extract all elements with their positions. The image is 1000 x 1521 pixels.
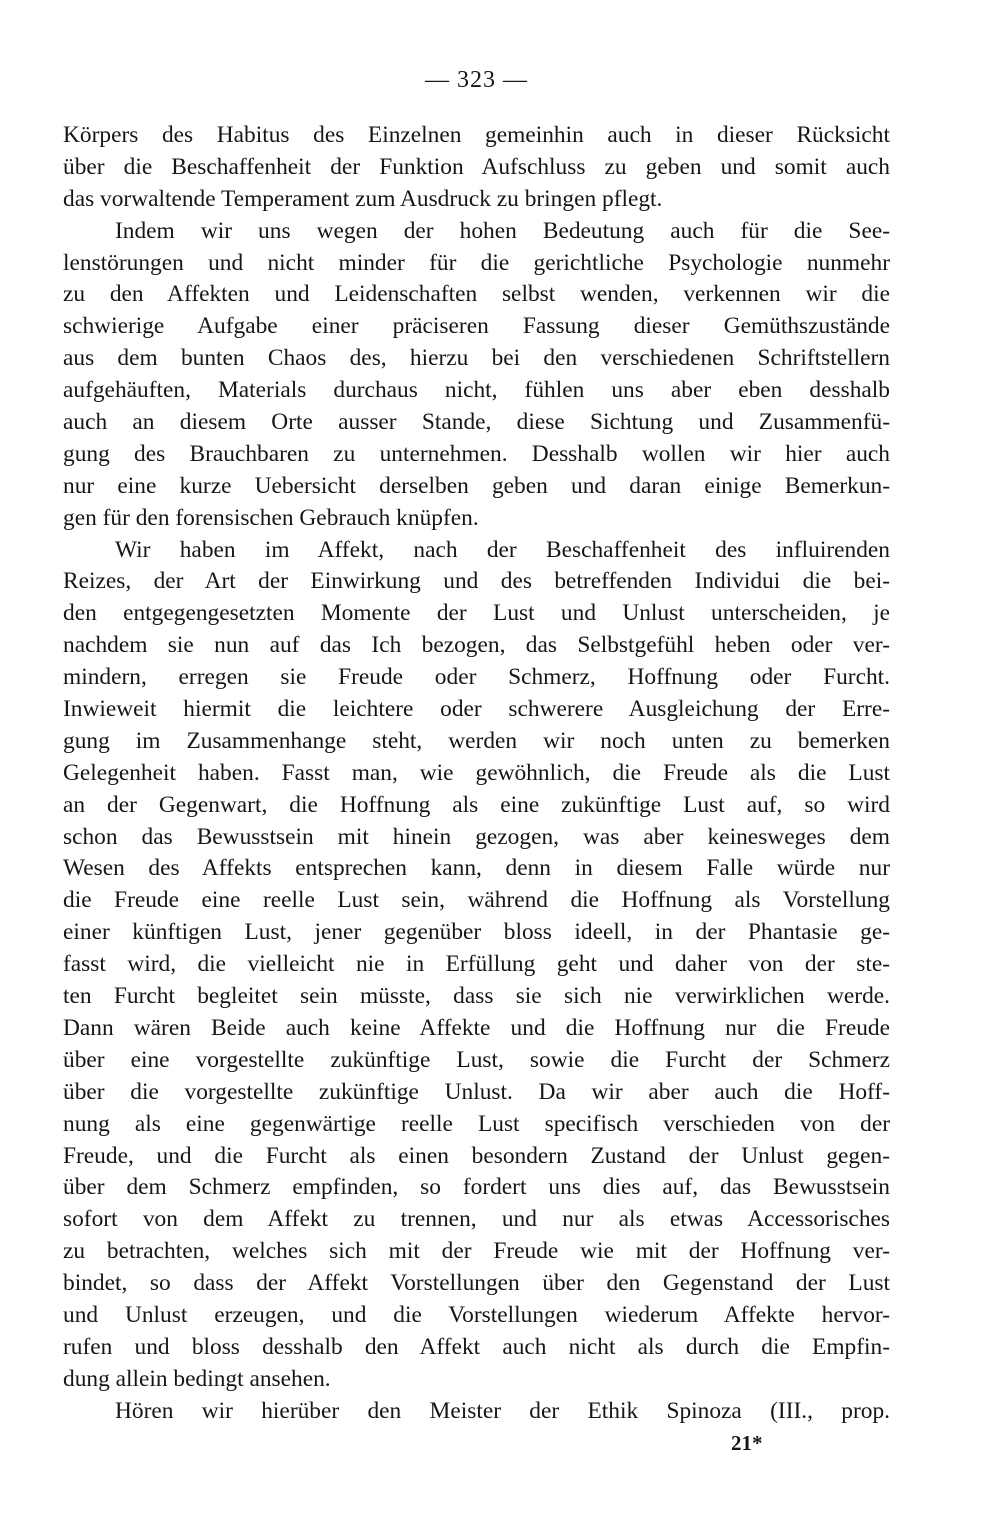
text-line: den entgegengesetzten Momente der Lust und Unlust unterscheiden, je [63, 600, 890, 627]
text-line: und Unlust erzeugen, und die Vorstellungen wiederum Affekte hervor- [63, 1301, 890, 1328]
text-line: Wir haben im Affekt, nach der Beschaffenheit des influirenden [115, 536, 890, 563]
text-line: sofort von dem Affekt zu trennen, und nur als etwas Accessorisches [63, 1206, 890, 1233]
text-line: nachdem sie nun auf das Ich bezogen, das Selbstgefühl heben oder ver- [63, 632, 890, 659]
paragraph [63, 535, 890, 1396]
text-line: fasst wird, die vielleicht nie in Erfüllung geht und daher von der ste- [63, 951, 890, 978]
text-line: schwierige Aufgabe einer präciseren Fassung dieser Gemüthszustände [63, 313, 890, 340]
text-line: über dem Schmerz empfinden, so fordert uns dies auf, das Bewusstsein [63, 1174, 890, 1201]
paragraph [63, 120, 890, 216]
text-line: nung als eine gegenwärtige reelle Lust specifisch verschieden von der [63, 1110, 890, 1137]
text-line: Inwieweit hiermit die leichtere oder schwerere Ausgleichung der Erre- [63, 696, 890, 723]
text-line: das vorwaltende Temperament zum Ausdruck zu bringen pflegt. [63, 185, 663, 212]
text-line: mindern, erregen sie Freude oder Schmerz, Hoffnung oder Furcht. [63, 664, 890, 691]
text-line: über eine vorgestellte zukünftige Lust, sowie die Furcht der Schmerz [63, 1046, 890, 1073]
text-line: ten Furcht begleitet sein müsste, dass sie sich nie verwirklichen werde. [63, 983, 890, 1010]
text-line: dung allein bedingt ansehen. [63, 1365, 331, 1392]
text-line: Dann wären Beide auch keine Affekte und die Hoffnung nur die Freude [63, 1014, 890, 1041]
text-line: einer künftigen Lust, jener gegenüber bloss ideell, in der Phantasie ge- [63, 919, 890, 946]
text-line: lenstörungen und nicht minder für die gerichtliche Psychologie nunmehr [63, 249, 890, 276]
paragraph [63, 216, 890, 535]
text-line: Wesen des Affekts entsprechen kann, denn in diesem Falle würde nur [63, 855, 890, 882]
text-line: zu betrachten, welches sich mit der Freude wie mit der Hoffnung ver- [63, 1238, 890, 1265]
text-line: gung im Zusammenhange steht, werden wir noch unten zu bemerken [63, 727, 890, 754]
text-line: aus dem bunten Chaos des, hierzu bei den verschiedenen Schriftstellern [63, 345, 890, 372]
text-line: Körpers des Habitus des Einzelnen gemeinhin auch in dieser Rücksicht [63, 122, 890, 148]
text-line: rufen und bloss desshalb den Affekt auch nicht als durch die Empfin- [63, 1333, 890, 1360]
text-line: auch an diesem Orte ausser Stande, diese Sichtung und Zusammenfü- [63, 409, 890, 436]
text-line: die Freude eine reelle Lust sein, während die Hoffnung als Vorstellung [63, 887, 890, 914]
text-line: Freude, und die Furcht als einen besondern Zustand der Unlust gegen- [63, 1142, 890, 1169]
text-line: Gelegenheit haben. Fasst man, wie gewöhnlich, die Freude als die Lust [63, 759, 890, 786]
text-line: über die Beschaffenheit der Funktion Aufschluss zu geben und somit auch [63, 153, 890, 180]
text-line: an der Gegenwart, die Hoffnung als eine zukünftige Lust auf, so wird [63, 791, 890, 818]
text-line: gung des Brauchbaren zu unternehmen. Desshalb wollen wir hier auch [63, 440, 890, 467]
text-line: zu den Affekten und Leidenschaften selbst wenden, verkennen wir die [63, 281, 890, 308]
paragraph [63, 1396, 890, 1428]
text-line: gen für den forensischen Gebrauch knüpfen. [63, 504, 479, 531]
text-line: aufgehäuften, Materials durchaus nicht, fühlen uns aber eben desshalb [63, 377, 890, 404]
text-line: Hören wir hierüber den Meister der Ethik Spinoza (III., prop. [115, 1397, 890, 1424]
book-page [63, 0, 890, 1521]
text-line: Indem wir uns wegen der hohen Bedeutung auch für die See- [115, 217, 890, 244]
text-line: nur eine kurze Uebersicht derselben geben und daran einige Bemerkun- [63, 472, 890, 499]
text-line: Reizes, der Art der Einwirkung und des betreffenden Individui die bei- [63, 568, 890, 595]
text-line: über die vorgestellte zukünftige Unlust. Da wir aber auch die Hoff- [63, 1078, 890, 1105]
page-number: — 323 — [425, 67, 528, 93]
text-line: schon das Bewusstsein mit hinein gezogen, was aber keinesweges dem [63, 823, 890, 850]
text-body [63, 120, 890, 1428]
text-line: bindet, so dass der Affekt Vorstellungen über den Gegenstand der Lust [63, 1270, 890, 1297]
signature-mark: 21* [731, 1431, 763, 1455]
